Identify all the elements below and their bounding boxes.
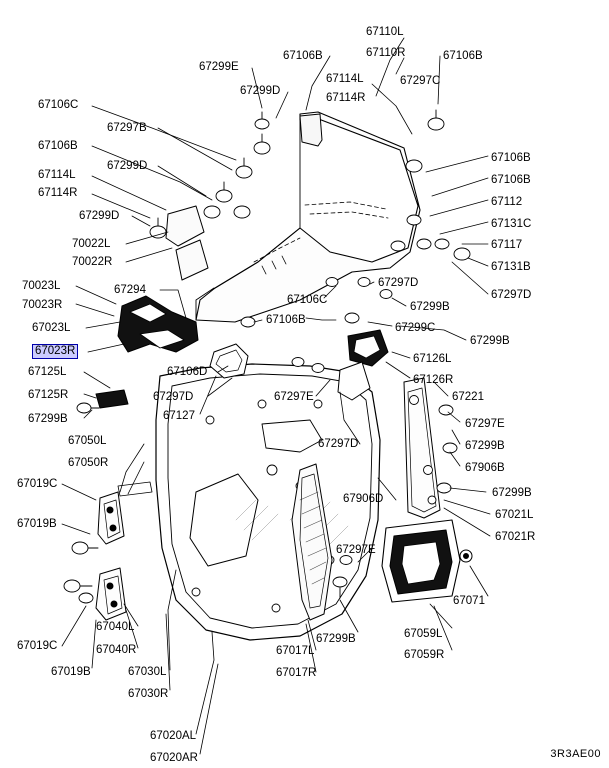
part-label[interactable]: 67040L: [96, 621, 135, 633]
part-label[interactable]: 67297C: [400, 75, 441, 87]
part-label[interactable]: 67030R: [128, 688, 169, 700]
part-label[interactable]: 67020AR: [150, 752, 198, 764]
part-label[interactable]: 67297E: [274, 391, 314, 403]
part-label[interactable]: 67297D: [491, 289, 532, 301]
part-label[interactable]: 67299B: [410, 301, 450, 313]
part-label[interactable]: 67106B: [38, 140, 78, 152]
part-label[interactable]: 67221: [452, 391, 484, 403]
part-label[interactable]: 70023R: [22, 299, 63, 311]
part-label[interactable]: 67110L: [366, 26, 404, 38]
part-label[interactable]: 67030L: [128, 666, 167, 678]
figure-code: 3R3AE00: [550, 748, 601, 760]
part-label[interactable]: 67297E: [336, 544, 376, 556]
part-label[interactable]: 67050L: [68, 435, 107, 447]
part-label[interactable]: 67114R: [38, 187, 78, 199]
part-label[interactable]: 67299D: [240, 85, 281, 97]
part-label[interactable]: 67023L: [32, 322, 71, 334]
part-label[interactable]: 67110R: [366, 47, 406, 59]
part-label[interactable]: 67126L: [413, 353, 452, 365]
part-label[interactable]: 67125R: [28, 389, 69, 401]
part-label[interactable]: 67299B: [465, 440, 505, 452]
part-label[interactable]: 67906D: [343, 493, 384, 505]
part-label[interactable]: 67131B: [491, 261, 531, 273]
part-label[interactable]: 67019B: [51, 666, 91, 678]
part-label[interactable]: 67106B: [443, 50, 483, 62]
part-label[interactable]: 67131C: [491, 218, 532, 230]
part-label[interactable]: 70023L: [22, 280, 61, 292]
part-label[interactable]: 67299D: [107, 160, 148, 172]
part-label-selected[interactable]: 67023R: [32, 344, 78, 359]
part-label[interactable]: 67059L: [404, 628, 443, 640]
part-label[interactable]: 67299C: [395, 322, 436, 334]
part-label[interactable]: 67040R: [96, 644, 137, 656]
part-label[interactable]: 67059R: [404, 649, 445, 661]
part-label[interactable]: 67106C: [287, 294, 328, 306]
part-label[interactable]: 67106B: [491, 152, 531, 164]
part-label[interactable]: 67297D: [153, 391, 194, 403]
part-label[interactable]: 67114R: [326, 92, 366, 104]
part-label[interactable]: 67019C: [17, 478, 58, 490]
part-label[interactable]: 67017L: [276, 645, 315, 657]
part-label[interactable]: 67126R: [413, 374, 454, 386]
part-label[interactable]: 67114L: [38, 169, 76, 181]
part-label[interactable]: 67299B: [28, 413, 68, 425]
part-label[interactable]: 67299B: [492, 487, 532, 499]
part-label[interactable]: 67294: [114, 284, 146, 296]
part-label[interactable]: 70022R: [72, 256, 113, 268]
part-label[interactable]: 67906B: [465, 462, 505, 474]
part-label[interactable]: 67112: [491, 196, 523, 208]
part-label[interactable]: 67019B: [17, 518, 57, 530]
part-label[interactable]: 67297D: [318, 438, 359, 450]
part-label[interactable]: 67106D: [167, 366, 208, 378]
part-label[interactable]: 67106B: [491, 174, 531, 186]
part-label[interactable]: 67297B: [107, 122, 147, 134]
part-label[interactable]: 67021L: [495, 509, 534, 521]
part-label[interactable]: 70022L: [72, 238, 111, 250]
part-label[interactable]: 67297E: [465, 418, 505, 430]
part-label[interactable]: 67020AL: [150, 730, 197, 742]
part-label[interactable]: 67299B: [470, 335, 510, 347]
part-label[interactable]: 67125L: [28, 366, 67, 378]
part-label[interactable]: 67017R: [276, 667, 317, 679]
part-label[interactable]: 67127: [163, 410, 195, 422]
part-label[interactable]: 67106B: [266, 314, 306, 326]
part-label[interactable]: 67021R: [495, 531, 536, 543]
part-label[interactable]: 67106B: [283, 50, 323, 62]
part-label[interactable]: 67299E: [199, 61, 239, 73]
part-label[interactable]: 67297D: [378, 277, 419, 289]
part-label[interactable]: 67299D: [79, 210, 120, 222]
part-label[interactable]: 67050R: [68, 457, 109, 469]
part-label[interactable]: 67019C: [17, 640, 58, 652]
part-label[interactable]: 67114L: [326, 73, 364, 85]
part-label[interactable]: 67299B: [316, 633, 356, 645]
part-label[interactable]: 67106C: [38, 99, 79, 111]
part-label[interactable]: 67117: [491, 239, 523, 251]
part-label[interactable]: 67071: [453, 595, 485, 607]
